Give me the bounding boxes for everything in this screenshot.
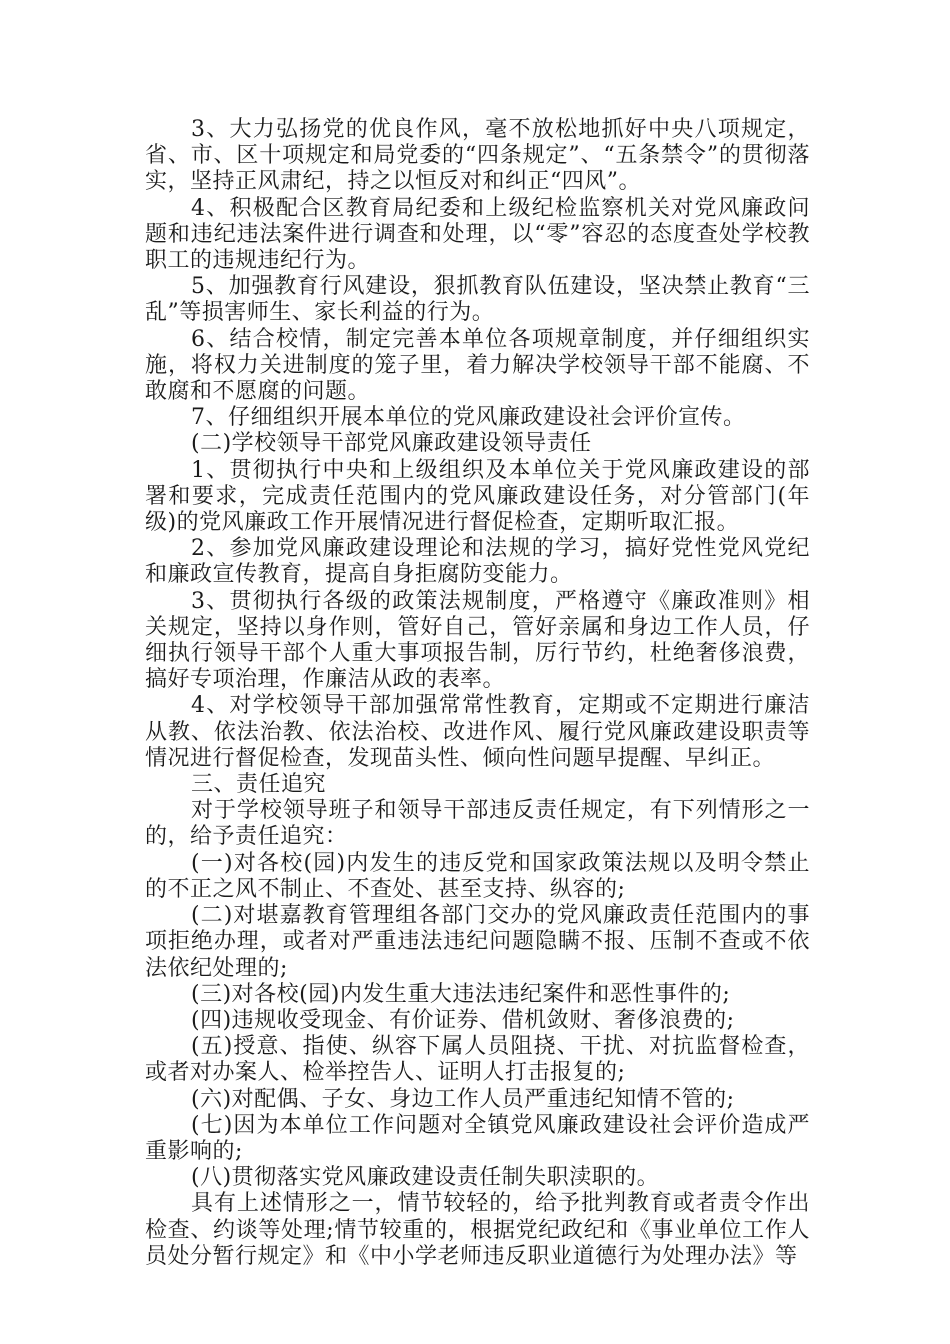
paragraph: 对于学校领导班子和领导干部违反责任规定，有下列情形之一的，给予责任追究：	[145, 798, 810, 850]
section-heading: (二)学校领导干部党风廉政建设领导责任	[191, 431, 592, 457]
list-item: (六)对配偶、子女、身边工作人员严重违纪知情不管的;	[191, 1086, 735, 1112]
list-item: (三)对各校(园)内发生重大违法违纪案件和恶性事件的;	[191, 981, 731, 1007]
paragraph: 5、加强教育行风建设，狠抓教育队伍建设，坚决禁止教育“三乱”等损害师生、家长利益的行为。	[145, 274, 810, 326]
paragraph: 3、贯彻执行各级的政策法规制度，严格遵守《廉政准则》相关规定，坚持以身作则，管好自己，管好亲属和身边工作人员，仔细执行领导干部个人重大事项报告制，厉行节约，杜绝奢侈浪费，搞好专项治理，作廉洁从政的表率。	[145, 588, 810, 693]
section-heading: 三、责任追究	[191, 772, 327, 798]
list-item: (五)授意、指使、纵容下属人员阻挠、干扰、对抗监督检查，或者对办案人、检举控告人、证明人打击报复的;	[145, 1034, 810, 1086]
list-item: (一)对各校(园)内发生的违反党和国家政策法规以及明令禁止的不正之风不制止、不查处、甚至支持、纵容的;	[145, 850, 810, 902]
paragraph: 4、对学校领导干部加强常常性教育，定期或不定期进行廉洁从教、依法治教、依法治校、改进作风、履行党风廉政建设职责等情况进行督促检查，发现苗头性、倾向性问题早提醒、早纠正。	[145, 693, 810, 771]
paragraph: 具有上述情形之一，情节较轻的，给予批判教育或者责令作出检查、约谈等处理;情节较重的，根据党纪政纪和《事业单位工作人员处分暂行规定》和《中小学老师违反职业道德行为处理办法》等	[145, 1191, 810, 1269]
paragraph: 7、仔细组织开展本单位的党风廉政建设社会评价宣传。	[191, 405, 746, 431]
list-item: (七)因为本单位工作问题对全镇党风廉政建设社会评价造成严重影响的;	[145, 1112, 810, 1164]
paragraph: 1、贯彻执行中央和上级组织及本单位关于党风廉政建设的部署和要求，完成责任范围内的党风廉政建设任务，对分管部门(年级)的党风廉政工作开展情况进行督促检查，定期听取汇报。	[145, 457, 810, 536]
list-item: (四)违规收受现金、有价证券、借机敛财、奢侈浪费的;	[191, 1007, 735, 1033]
document-body	[145, 117, 810, 1270]
paragraph: 2、参加党风廉政建设理论和法规的学习，搞好党性党风党纪和廉政宣传教育，提高自身拒腐防变能力。	[145, 536, 810, 588]
paragraph: 4、积极配合区教育局纪委和上级纪检监察机关对党风廉政问题和违纪违法案件进行调查和处理，以“零”容忍的态度查处学校教职工的违规违纪行为。	[145, 195, 810, 274]
paragraph: 3、大力弘扬党的优良作风，毫不放松地抓好中央八项规定，省、市、区十项规定和局党委的“四条规定”、“五条禁令”的贯彻落实，坚持正风肃纪，持之以恒反对和纠正“四风”。	[145, 117, 810, 195]
paragraph: 6、结合校情，制定完善本单位各项规章制度，并仔细组织实施，将权力关进制度的笼子里，着力解决学校领导干部不能腐、不敢腐和不愿腐的问题。	[145, 326, 810, 405]
list-item: (二)对堪嘉教育管理组各部门交办的党风廉政责任范围内的事项拒绝办理，或者对严重违法违纪问题隐瞒不报、压制不查或不依法依纪处理的;	[145, 903, 810, 981]
list-item: (八)贯彻落实党风廉政建设责任制失职渎职的。	[191, 1165, 660, 1191]
